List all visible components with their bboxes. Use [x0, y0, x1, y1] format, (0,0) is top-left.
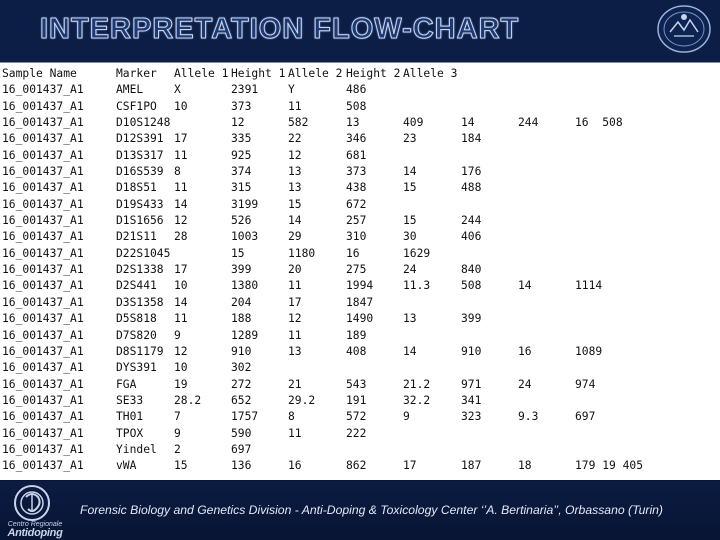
table-row: [2, 164, 643, 180]
table-cell: 323: [461, 410, 482, 424]
table-cell: 12: [174, 214, 188, 228]
column-header: [461, 66, 518, 82]
table-cell: 1089: [575, 344, 603, 358]
table-cell: 16_001437_A1: [2, 361, 84, 375]
genotype-table-panel: [0, 62, 720, 480]
table-cell: 10: [174, 361, 188, 375]
university-seal-icon: [656, 4, 712, 54]
table-cell: 346: [346, 132, 367, 146]
table-cell: D3S1358: [116, 295, 164, 309]
table-cell: [518, 328, 575, 344]
table-cell: [518, 311, 575, 327]
table-cell: 910: [461, 344, 482, 358]
table-cell: 302: [231, 361, 252, 375]
table-cell: [461, 328, 518, 344]
table-cell: [575, 99, 602, 115]
table-cell: [602, 131, 622, 147]
table-header-row: [2, 66, 643, 82]
table-cell: 1490: [346, 312, 374, 326]
table-cell: D19S433: [116, 197, 164, 211]
table-cell: 16_001437_A1: [2, 230, 84, 244]
table-cell: 222: [346, 426, 367, 440]
table-cell: 7: [174, 410, 181, 424]
table-cell: [575, 82, 602, 98]
table-cell: D16S539: [116, 165, 164, 179]
table-cell: TPOX: [116, 426, 144, 440]
table-cell: 12: [288, 312, 302, 326]
logo-caption-line2: Antidoping: [7, 527, 63, 539]
table-row: [2, 197, 643, 213]
table-cell: D8S1179: [116, 344, 164, 358]
table-cell: 9.3: [518, 410, 539, 424]
table-cell: 2391: [231, 83, 259, 97]
table-cell: [518, 164, 575, 180]
table-cell: [575, 180, 602, 196]
table-cell: 14: [288, 214, 302, 228]
column-header: Allele 1: [174, 67, 229, 80]
table-cell: [518, 148, 575, 164]
table-cell: [403, 328, 461, 344]
table-cell: 28.2: [174, 393, 202, 407]
table-cell: [575, 295, 602, 311]
table-cell: 16_001437_A1: [2, 214, 84, 228]
table-cell: 16_001437_A1: [2, 279, 84, 293]
table-cell: 572: [346, 410, 367, 424]
table-cell: 184: [461, 132, 482, 146]
table-cell: X: [174, 83, 181, 97]
table-cell: [575, 426, 602, 442]
table-cell: 652: [231, 393, 252, 407]
table-cell: [403, 148, 461, 164]
table-row: [2, 131, 643, 147]
table-cell: 17: [403, 459, 417, 473]
table-cell: 16_001437_A1: [2, 83, 84, 97]
table-cell: D2S1338: [116, 263, 164, 277]
table-cell: 16_001437_A1: [2, 328, 84, 342]
table-cell: Yindel: [116, 442, 157, 456]
table-cell: 16_001437_A1: [2, 442, 84, 456]
table-cell: 681: [346, 148, 367, 162]
table-cell: 582: [288, 116, 309, 130]
column-header: Allele 2: [288, 67, 343, 80]
table-cell: D21S11: [116, 230, 157, 244]
table-cell: 24: [403, 263, 417, 277]
table-cell: 8: [174, 165, 181, 179]
table-cell: [575, 246, 602, 262]
table-cell: TH01: [116, 410, 144, 424]
table-cell: 16_001437_A1: [2, 132, 84, 146]
table-cell: [461, 99, 518, 115]
table-cell: 310: [346, 230, 367, 244]
table-cell: [518, 131, 575, 147]
column-header: [518, 66, 575, 82]
table-cell: [461, 82, 518, 98]
table-cell: 12: [174, 344, 188, 358]
table-cell: 24: [518, 377, 532, 391]
table-cell: 697: [575, 410, 596, 424]
table-cell: D7S820: [116, 328, 157, 342]
table-row: [2, 426, 643, 442]
table-row: [2, 393, 643, 409]
table-row: [2, 311, 643, 327]
table-cell: 30: [403, 230, 417, 244]
table-cell: D18S51: [116, 181, 157, 195]
table-cell: [461, 148, 518, 164]
table-cell: 204: [231, 295, 252, 309]
table-row: [2, 377, 643, 393]
table-cell: 9: [174, 426, 181, 440]
table-cell: Y: [288, 83, 295, 97]
table-cell: [518, 246, 575, 262]
table-cell: 17: [174, 263, 188, 277]
table-cell: D1S1656: [116, 214, 164, 228]
table-cell: [346, 442, 403, 458]
table-cell: 2: [174, 442, 181, 456]
table-cell: [518, 442, 575, 458]
table-cell: 974: [575, 377, 596, 391]
table-cell: 10: [174, 279, 188, 293]
table-cell: [575, 442, 602, 458]
table-cell: 11: [174, 181, 188, 195]
table-cell: [518, 360, 575, 376]
table-cell: 16_001437_A1: [2, 459, 84, 473]
table-cell: [461, 295, 518, 311]
table-row: [2, 180, 643, 196]
table-cell: [518, 180, 575, 196]
column-header: Height 1: [231, 67, 286, 80]
column-header: Marker: [116, 67, 157, 80]
table-cell: 16: [346, 246, 360, 260]
table-cell: 11: [288, 426, 302, 440]
table-cell: 9: [174, 328, 181, 342]
table-row: [2, 295, 643, 311]
table-cell: [288, 442, 346, 458]
table-cell: [575, 164, 602, 180]
table-cell: 15: [231, 246, 245, 260]
table-cell: [575, 229, 602, 245]
table-cell: 16_001437_A1: [2, 99, 84, 113]
table-cell: DYS391: [116, 361, 157, 375]
table-cell: [403, 442, 461, 458]
table-cell: 13: [288, 344, 302, 358]
table-cell: 13: [288, 181, 302, 195]
table-cell: 29: [288, 230, 302, 244]
table-cell: 408: [346, 344, 367, 358]
table-cell: 28: [174, 230, 188, 244]
table-cell: 15: [403, 214, 417, 228]
table-cell: 13: [346, 116, 360, 130]
table-cell: 16_001437_A1: [2, 197, 84, 211]
table-cell: CSF1PO: [116, 99, 157, 113]
table-row: [2, 458, 643, 474]
table-cell: SE33: [116, 393, 144, 407]
table-cell: [461, 197, 518, 213]
table-cell: [518, 99, 575, 115]
table-cell: [575, 197, 602, 213]
table-cell: 16: [288, 459, 302, 473]
table-cell: 315: [231, 181, 252, 195]
table-cell: 15: [403, 181, 417, 195]
table-cell: 1180: [288, 246, 316, 260]
table-cell: 405: [622, 459, 644, 473]
table-cell: 508: [461, 279, 482, 293]
table-row: [2, 148, 643, 164]
table-cell: 136: [231, 459, 252, 473]
table-cell: 16: [518, 344, 532, 358]
table-cell: 272: [231, 377, 252, 391]
table-cell: [575, 393, 602, 409]
table-row: [2, 360, 643, 376]
table-cell: [518, 426, 575, 442]
table-cell: 373: [346, 165, 367, 179]
table-cell: 399: [461, 312, 482, 326]
table-cell: 438: [346, 181, 367, 195]
column-header: Allele 3: [403, 67, 458, 80]
table-cell: [403, 360, 461, 376]
table-cell: 1289: [231, 328, 259, 342]
table-cell: [575, 213, 602, 229]
table-cell: 16_001437_A1: [2, 148, 84, 162]
table-cell: 486: [346, 83, 367, 97]
table-cell: [403, 197, 461, 213]
table-cell: D5S818: [116, 312, 157, 326]
table-cell: 925: [231, 148, 252, 162]
table-cell: 14: [403, 165, 417, 179]
table-cell: 11: [174, 312, 188, 326]
column-header: Height 2: [346, 67, 401, 80]
table-cell: [575, 131, 602, 147]
table-cell: [403, 295, 461, 311]
table-cell: [575, 328, 602, 344]
table-cell: 15: [288, 197, 302, 211]
table-cell: 17: [288, 295, 302, 309]
table-cell: 32.2: [403, 393, 431, 407]
table-cell: 16_001437_A1: [2, 165, 84, 179]
table-cell: FGA: [116, 377, 137, 391]
table-cell: [174, 246, 231, 262]
table-cell: 8: [288, 410, 295, 424]
table-cell: 14: [174, 197, 188, 211]
table-cell: 910: [231, 344, 252, 358]
table-cell: 374: [231, 165, 252, 179]
table-cell: 1757: [231, 410, 259, 424]
table-cell: 16_001437_A1: [2, 181, 84, 195]
table-row: [2, 229, 643, 245]
table-cell: 15: [174, 459, 188, 473]
table-cell: 399: [231, 263, 252, 277]
table-cell: [403, 426, 461, 442]
table-cell: 16_001437_A1: [2, 344, 84, 358]
table-cell: 244: [518, 116, 539, 130]
table-cell: D12S391: [116, 132, 164, 146]
table-cell: 22: [288, 132, 302, 146]
table-cell: [403, 99, 461, 115]
table-cell: vWA: [116, 459, 137, 473]
table-cell: 11: [174, 148, 188, 162]
table-cell: 11: [288, 328, 302, 342]
table-cell: 11.3: [403, 279, 431, 293]
table-cell: [518, 197, 575, 213]
table-cell: [346, 360, 403, 376]
table-cell: 191: [346, 393, 367, 407]
table-cell: [575, 311, 602, 327]
table-cell: 16: [575, 116, 589, 130]
table-cell: 16_001437_A1: [2, 312, 84, 326]
table-cell: 10: [174, 99, 188, 113]
table-cell: [461, 360, 518, 376]
table-cell: 16_001437_A1: [2, 116, 84, 130]
table-cell: 13: [403, 312, 417, 326]
table-cell: 3199: [231, 197, 259, 211]
table-cell: 697: [231, 442, 252, 456]
table-cell: [518, 295, 575, 311]
table-cell: [461, 246, 518, 262]
table-cell: [288, 360, 346, 376]
table-cell: 16_001437_A1: [2, 426, 84, 440]
table-cell: 508: [346, 99, 367, 113]
table-cell: 11: [288, 99, 302, 113]
table-cell: 840: [461, 263, 482, 277]
table-cell: 1114: [575, 279, 603, 293]
logo-caption-line1: Centro Regionale: [7, 521, 63, 528]
table-cell: D22S1045: [116, 246, 171, 260]
table-row: [2, 213, 643, 229]
table-cell: 21.2: [403, 377, 431, 391]
table-cell: 275: [346, 263, 367, 277]
table-cell: [518, 213, 575, 229]
table-row: [2, 246, 643, 262]
table-cell: 21: [288, 377, 302, 391]
table-cell: 16_001437_A1: [2, 393, 84, 407]
table-cell: 19: [602, 459, 616, 473]
table-cell: 187: [461, 459, 482, 473]
table-row: [2, 278, 643, 294]
table-cell: 189: [346, 328, 367, 342]
table-cell: 188: [231, 312, 252, 326]
table-cell: 20: [288, 263, 302, 277]
table-cell: 488: [461, 181, 482, 195]
table-cell: 543: [346, 377, 367, 391]
table-cell: 244: [461, 214, 482, 228]
table-cell: [575, 262, 602, 278]
table-cell: 23: [403, 132, 417, 146]
table-cell: [518, 229, 575, 245]
table-cell: D13S317: [116, 148, 164, 162]
logo-caption: [0, 520, 70, 538]
table-cell: 14: [518, 279, 532, 293]
table-cell: 862: [346, 459, 367, 473]
table-cell: [403, 82, 461, 98]
table-cell: 14: [461, 116, 475, 130]
table-cell: [174, 115, 231, 131]
table-row: [2, 82, 643, 98]
table-cell: 1847: [346, 295, 374, 309]
table-cell: 9: [403, 410, 410, 424]
table-cell: 1003: [231, 230, 259, 244]
table-cell: [518, 82, 575, 98]
table-cell: 176: [461, 165, 482, 179]
table-cell: 257: [346, 214, 367, 228]
table-cell: 1380: [231, 279, 259, 293]
table-cell: 19: [174, 377, 188, 391]
table-cell: 12: [231, 116, 245, 130]
table-row: [2, 409, 643, 425]
table-cell: 179: [575, 459, 596, 473]
genotype-table: [2, 66, 643, 475]
table-row: [2, 99, 643, 115]
table-cell: 16_001437_A1: [2, 410, 84, 424]
table-row: [2, 442, 643, 458]
table-cell: 17: [174, 132, 188, 146]
column-header: Sample Name: [2, 67, 77, 80]
table-cell: 406: [461, 230, 482, 244]
table-cell: 12: [288, 148, 302, 162]
column-header: [575, 66, 602, 82]
table-body: [2, 82, 643, 474]
table-cell: AMEL: [116, 83, 144, 97]
table-cell: 18: [518, 459, 532, 473]
footer-caption: Forensic Biology and Genetics Division - Anti-Doping & Toxicology Center ‘’A. Bertinaria’’, Orbassano (Turin): [80, 503, 663, 517]
table-cell: 16_001437_A1: [2, 246, 84, 260]
table-cell: [575, 148, 602, 164]
table-cell: 409: [403, 116, 424, 130]
table-row: [2, 328, 643, 344]
table-cell: 971: [461, 377, 482, 391]
table-cell: 16_001437_A1: [2, 263, 84, 277]
table-cell: 335: [231, 132, 252, 146]
table-cell: 373: [231, 99, 252, 113]
table-row: [2, 115, 643, 131]
table-cell: D2S441: [116, 279, 157, 293]
table-cell: 14: [174, 295, 188, 309]
table-cell: 341: [461, 393, 482, 407]
table-row: [2, 344, 643, 360]
table-cell: 508: [602, 116, 623, 130]
table-cell: 16_001437_A1: [2, 377, 84, 391]
table-cell: [461, 442, 518, 458]
table-cell: 1994: [346, 279, 374, 293]
table-row: [2, 262, 643, 278]
table-cell: 13: [288, 165, 302, 179]
table-cell: [518, 262, 575, 278]
table-cell: [575, 360, 602, 376]
table-cell: 672: [346, 197, 367, 211]
table-cell: [518, 393, 575, 409]
table-cell: 29.2: [288, 393, 316, 407]
table-cell: 590: [231, 426, 252, 440]
table-cell: 16_001437_A1: [2, 295, 84, 309]
table-cell: 1629: [403, 246, 431, 260]
page-title: INTERPRETATION FLOW-CHART: [40, 13, 520, 45]
table-cell: 526: [231, 214, 252, 228]
table-cell: [461, 426, 518, 442]
table-cell: D10S1248: [116, 116, 171, 130]
table-cell: 14: [403, 344, 417, 358]
table-cell: 11: [288, 279, 302, 293]
